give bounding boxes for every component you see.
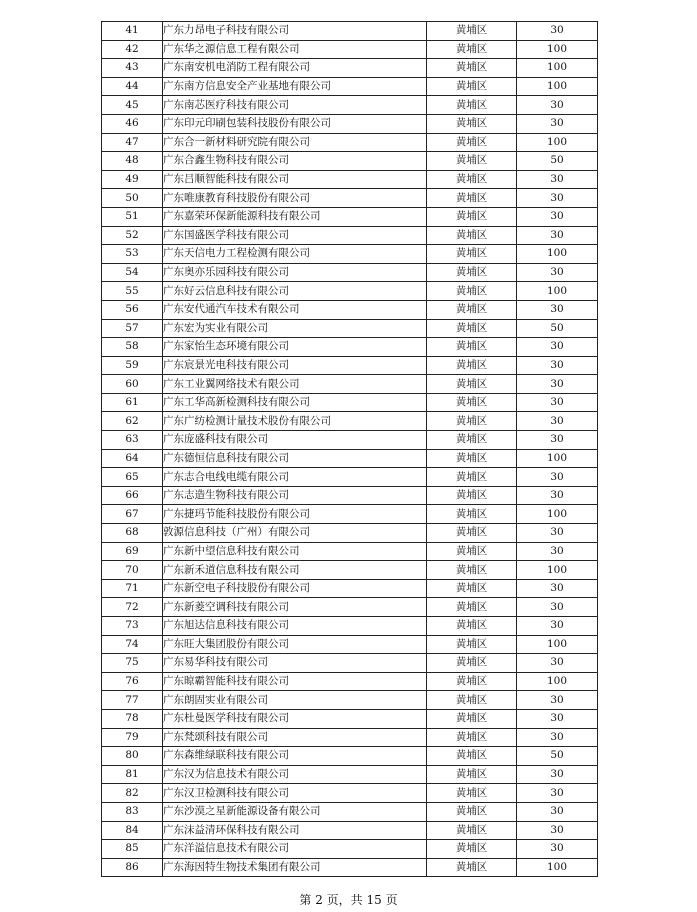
table-row: [102, 245, 598, 264]
table-row: [102, 691, 598, 710]
amount-cell: 30: [517, 728, 598, 747]
district-cell: 黄埔区: [427, 375, 517, 394]
company-name-cell: 广东庞盛科技有限公司: [163, 431, 427, 450]
company-name-cell: 广东嘉荣环保新能源科技有限公司: [163, 207, 427, 226]
table-row: [102, 505, 598, 524]
table-row: [102, 96, 598, 115]
company-name-cell: 广东安代通汽车技术有限公司: [163, 300, 427, 319]
company-list-table: [101, 21, 598, 877]
table-body: [102, 22, 598, 877]
table-row: [102, 170, 598, 189]
table-row: [102, 393, 598, 412]
table-row: [102, 300, 598, 319]
amount-cell: 30: [517, 226, 598, 245]
district-cell: 黄埔区: [427, 635, 517, 654]
row-number-cell: 76: [102, 672, 163, 691]
table-row: [102, 449, 598, 468]
district-cell: 黄埔区: [427, 505, 517, 524]
row-number-cell: 64: [102, 449, 163, 468]
amount-cell: 30: [517, 821, 598, 840]
amount-cell: 30: [517, 691, 598, 710]
row-number-cell: 46: [102, 114, 163, 133]
row-number-cell: 54: [102, 263, 163, 282]
district-cell: 黄埔区: [427, 59, 517, 78]
company-name-cell: 广东合鑫生物科技有限公司: [163, 152, 427, 171]
table-row: [102, 412, 598, 431]
table-row: [102, 486, 598, 505]
amount-cell: 30: [517, 22, 598, 41]
amount-cell: 30: [517, 784, 598, 803]
row-number-cell: 52: [102, 226, 163, 245]
row-number-cell: 84: [102, 821, 163, 840]
table-row: [102, 840, 598, 859]
district-cell: 黄埔区: [427, 486, 517, 505]
amount-cell: 30: [517, 393, 598, 412]
row-number-cell: 86: [102, 858, 163, 877]
company-name-cell: 广东印元印刷包装科技股份有限公司: [163, 114, 427, 133]
table-row: [102, 672, 598, 691]
company-name-cell: 广东吕顺智能科技有限公司: [163, 170, 427, 189]
district-cell: 黄埔区: [427, 784, 517, 803]
company-name-cell: 广东新菱空调科技有限公司: [163, 598, 427, 617]
district-cell: 黄埔区: [427, 728, 517, 747]
row-number-cell: 85: [102, 840, 163, 859]
table-row: [102, 747, 598, 766]
district-cell: 黄埔区: [427, 747, 517, 766]
row-number-cell: 56: [102, 300, 163, 319]
amount-cell: 50: [517, 152, 598, 171]
amount-cell: 30: [517, 542, 598, 561]
row-number-cell: 41: [102, 22, 163, 41]
row-number-cell: 57: [102, 319, 163, 338]
table-row: [102, 468, 598, 487]
row-number-cell: 44: [102, 77, 163, 96]
company-name-cell: 广东洋溢信息技术有限公司: [163, 840, 427, 859]
district-cell: 黄埔区: [427, 77, 517, 96]
row-number-cell: 69: [102, 542, 163, 561]
amount-cell: 30: [517, 579, 598, 598]
table-row: [102, 709, 598, 728]
company-name-cell: 广东梵颂科技有限公司: [163, 728, 427, 747]
amount-cell: 30: [517, 598, 598, 617]
amount-cell: 30: [517, 654, 598, 673]
table-row: [102, 152, 598, 171]
amount-cell: 30: [517, 802, 598, 821]
district-cell: 黄埔区: [427, 598, 517, 617]
company-name-cell: 广东宸景光电科技有限公司: [163, 356, 427, 375]
row-number-cell: 78: [102, 709, 163, 728]
row-number-cell: 82: [102, 784, 163, 803]
row-number-cell: 81: [102, 765, 163, 784]
company-name-cell: 广东合一新材料研究院有限公司: [163, 133, 427, 152]
row-number-cell: 66: [102, 486, 163, 505]
district-cell: 黄埔区: [427, 709, 517, 728]
amount-cell: 100: [517, 40, 598, 59]
company-name-cell: 广东晾霸智能科技有限公司: [163, 672, 427, 691]
row-number-cell: 45: [102, 96, 163, 115]
amount-cell: 100: [517, 282, 598, 301]
amount-cell: 100: [517, 133, 598, 152]
table-row: [102, 579, 598, 598]
table-row: [102, 59, 598, 78]
company-name-cell: 广东南芯医疗科技有限公司: [163, 96, 427, 115]
table-row: [102, 617, 598, 636]
company-name-cell: 广东志合电线电缆有限公司: [163, 468, 427, 487]
company-name-cell: 广东海因特生物技术集团有限公司: [163, 858, 427, 877]
row-number-cell: 50: [102, 189, 163, 208]
district-cell: 黄埔区: [427, 393, 517, 412]
table-row: [102, 356, 598, 375]
table-row: [102, 431, 598, 450]
row-number-cell: 47: [102, 133, 163, 152]
company-name-cell: 广东易华科技有限公司: [163, 654, 427, 673]
table-row: [102, 263, 598, 282]
district-cell: 黄埔区: [427, 226, 517, 245]
district-cell: 黄埔区: [427, 672, 517, 691]
row-number-cell: 43: [102, 59, 163, 78]
district-cell: 黄埔区: [427, 542, 517, 561]
company-name-cell: 广东工业翼网络技术有限公司: [163, 375, 427, 394]
table-row: [102, 654, 598, 673]
company-name-cell: 广东工华高新检测科技有限公司: [163, 393, 427, 412]
district-cell: 黄埔区: [427, 207, 517, 226]
table-row: [102, 77, 598, 96]
company-name-cell: 广东汉为信息技术有限公司: [163, 765, 427, 784]
amount-cell: 50: [517, 747, 598, 766]
district-cell: 黄埔区: [427, 840, 517, 859]
table-row: [102, 858, 598, 877]
company-name-cell: 广东德恒信息科技有限公司: [163, 449, 427, 468]
table-row: [102, 338, 598, 357]
amount-cell: 30: [517, 338, 598, 357]
district-cell: 黄埔区: [427, 133, 517, 152]
row-number-cell: 83: [102, 802, 163, 821]
amount-cell: 30: [517, 189, 598, 208]
district-cell: 黄埔区: [427, 40, 517, 59]
company-name-cell: 广东奥亦乐园科技有限公司: [163, 263, 427, 282]
district-cell: 黄埔区: [427, 263, 517, 282]
district-cell: 黄埔区: [427, 468, 517, 487]
row-number-cell: 67: [102, 505, 163, 524]
table-row: [102, 784, 598, 803]
company-name-cell: 广东沫益清环保科技有限公司: [163, 821, 427, 840]
amount-cell: 100: [517, 77, 598, 96]
company-name-cell: 广东天信电力工程检测有限公司: [163, 245, 427, 264]
amount-cell: 30: [517, 96, 598, 115]
company-name-cell: 敦源信息科技（广州）有限公司: [163, 524, 427, 543]
company-name-cell: 广东南安机电消防工程有限公司: [163, 59, 427, 78]
amount-cell: 30: [517, 207, 598, 226]
district-cell: 黄埔区: [427, 114, 517, 133]
row-number-cell: 63: [102, 431, 163, 450]
table-row: [102, 207, 598, 226]
table-row: [102, 821, 598, 840]
company-name-cell: 广东新中望信息科技有限公司: [163, 542, 427, 561]
company-name-cell: 广东力昂电子科技有限公司: [163, 22, 427, 41]
company-name-cell: 广东国盛医学科技有限公司: [163, 226, 427, 245]
company-name-cell: 广东新空电子科技股份有限公司: [163, 579, 427, 598]
row-number-cell: 80: [102, 747, 163, 766]
amount-cell: 30: [517, 375, 598, 394]
row-number-cell: 75: [102, 654, 163, 673]
company-name-cell: 广东朗固实业有限公司: [163, 691, 427, 710]
company-name-cell: 广东捷玛节能科技股份有限公司: [163, 505, 427, 524]
company-name-cell: 广东广纺检测计量技术股份有限公司: [163, 412, 427, 431]
amount-cell: 30: [517, 486, 598, 505]
amount-cell: 30: [517, 524, 598, 543]
amount-cell: 30: [517, 170, 598, 189]
company-name-cell: 广东旺大集团股份有限公司: [163, 635, 427, 654]
district-cell: 黄埔区: [427, 449, 517, 468]
amount-cell: 100: [517, 561, 598, 580]
district-cell: 黄埔区: [427, 765, 517, 784]
district-cell: 黄埔区: [427, 524, 517, 543]
amount-cell: 100: [517, 505, 598, 524]
district-cell: 黄埔区: [427, 802, 517, 821]
district-cell: 黄埔区: [427, 412, 517, 431]
amount-cell: 30: [517, 840, 598, 859]
row-number-cell: 61: [102, 393, 163, 412]
company-name-cell: 广东森维绿联科技有限公司: [163, 747, 427, 766]
row-number-cell: 59: [102, 356, 163, 375]
row-number-cell: 73: [102, 617, 163, 636]
amount-cell: 30: [517, 263, 598, 282]
district-cell: 黄埔区: [427, 617, 517, 636]
row-number-cell: 65: [102, 468, 163, 487]
company-name-cell: 广东杜曼医学科技有限公司: [163, 709, 427, 728]
company-name-cell: 广东家怡生态环境有限公司: [163, 338, 427, 357]
district-cell: 黄埔区: [427, 170, 517, 189]
company-name-cell: 广东汉卫检测科技有限公司: [163, 784, 427, 803]
row-number-cell: 62: [102, 412, 163, 431]
company-name-cell: 广东沙漠之星新能源设备有限公司: [163, 802, 427, 821]
district-cell: 黄埔区: [427, 300, 517, 319]
amount-cell: 100: [517, 858, 598, 877]
amount-cell: 30: [517, 617, 598, 636]
company-name-cell: 广东志造生物科技有限公司: [163, 486, 427, 505]
table-row: [102, 40, 598, 59]
district-cell: 黄埔区: [427, 152, 517, 171]
district-cell: 黄埔区: [427, 319, 517, 338]
row-number-cell: 70: [102, 561, 163, 580]
row-number-cell: 51: [102, 207, 163, 226]
amount-cell: 30: [517, 412, 598, 431]
row-number-cell: 72: [102, 598, 163, 617]
page-footer: 第 2 页，共 15 页: [299, 893, 398, 907]
district-cell: 黄埔区: [427, 431, 517, 450]
district-cell: 黄埔区: [427, 561, 517, 580]
table-row: [102, 561, 598, 580]
table-row: [102, 375, 598, 394]
amount-cell: 100: [517, 449, 598, 468]
amount-cell: 100: [517, 635, 598, 654]
company-name-cell: 广东新禾道信息科技有限公司: [163, 561, 427, 580]
amount-cell: 100: [517, 59, 598, 78]
row-number-cell: 48: [102, 152, 163, 171]
amount-cell: 30: [517, 300, 598, 319]
amount-cell: 30: [517, 468, 598, 487]
table-row: [102, 282, 598, 301]
company-name-cell: 广东南方信息安全产业基地有限公司: [163, 77, 427, 96]
row-number-cell: 77: [102, 691, 163, 710]
district-cell: 黄埔区: [427, 579, 517, 598]
row-number-cell: 49: [102, 170, 163, 189]
table-row: [102, 802, 598, 821]
table-row: [102, 189, 598, 208]
company-name-cell: 广东好云信息科技有限公司: [163, 282, 427, 301]
district-cell: 黄埔区: [427, 96, 517, 115]
table-row: [102, 319, 598, 338]
district-cell: 黄埔区: [427, 338, 517, 357]
row-number-cell: 58: [102, 338, 163, 357]
district-cell: 黄埔区: [427, 22, 517, 41]
amount-cell: 30: [517, 709, 598, 728]
district-cell: 黄埔区: [427, 356, 517, 375]
row-number-cell: 53: [102, 245, 163, 264]
district-cell: 黄埔区: [427, 691, 517, 710]
row-number-cell: 55: [102, 282, 163, 301]
table-row: [102, 542, 598, 561]
table-row: [102, 524, 598, 543]
amount-cell: 100: [517, 245, 598, 264]
district-cell: 黄埔区: [427, 245, 517, 264]
amount-cell: 30: [517, 114, 598, 133]
row-number-cell: 79: [102, 728, 163, 747]
table-row: [102, 598, 598, 617]
row-number-cell: 60: [102, 375, 163, 394]
table-row: [102, 226, 598, 245]
row-number-cell: 68: [102, 524, 163, 543]
district-cell: 黄埔区: [427, 858, 517, 877]
table-row: [102, 635, 598, 654]
district-cell: 黄埔区: [427, 282, 517, 301]
row-number-cell: 71: [102, 579, 163, 598]
district-cell: 黄埔区: [427, 821, 517, 840]
table-row: [102, 22, 598, 41]
row-number-cell: 42: [102, 40, 163, 59]
company-name-cell: 广东宏为实业有限公司: [163, 319, 427, 338]
amount-cell: 30: [517, 431, 598, 450]
amount-cell: 30: [517, 356, 598, 375]
row-number-cell: 74: [102, 635, 163, 654]
district-cell: 黄埔区: [427, 189, 517, 208]
amount-cell: 30: [517, 765, 598, 784]
table-row: [102, 728, 598, 747]
company-name-cell: 广东华之源信息工程有限公司: [163, 40, 427, 59]
table-row: [102, 114, 598, 133]
amount-cell: 100: [517, 672, 598, 691]
company-name-cell: 广东旭达信息科技有限公司: [163, 617, 427, 636]
company-name-cell: 广东唯康教育科技股份有限公司: [163, 189, 427, 208]
table-row: [102, 765, 598, 784]
district-cell: 黄埔区: [427, 654, 517, 673]
table-row: [102, 133, 598, 152]
amount-cell: 50: [517, 319, 598, 338]
